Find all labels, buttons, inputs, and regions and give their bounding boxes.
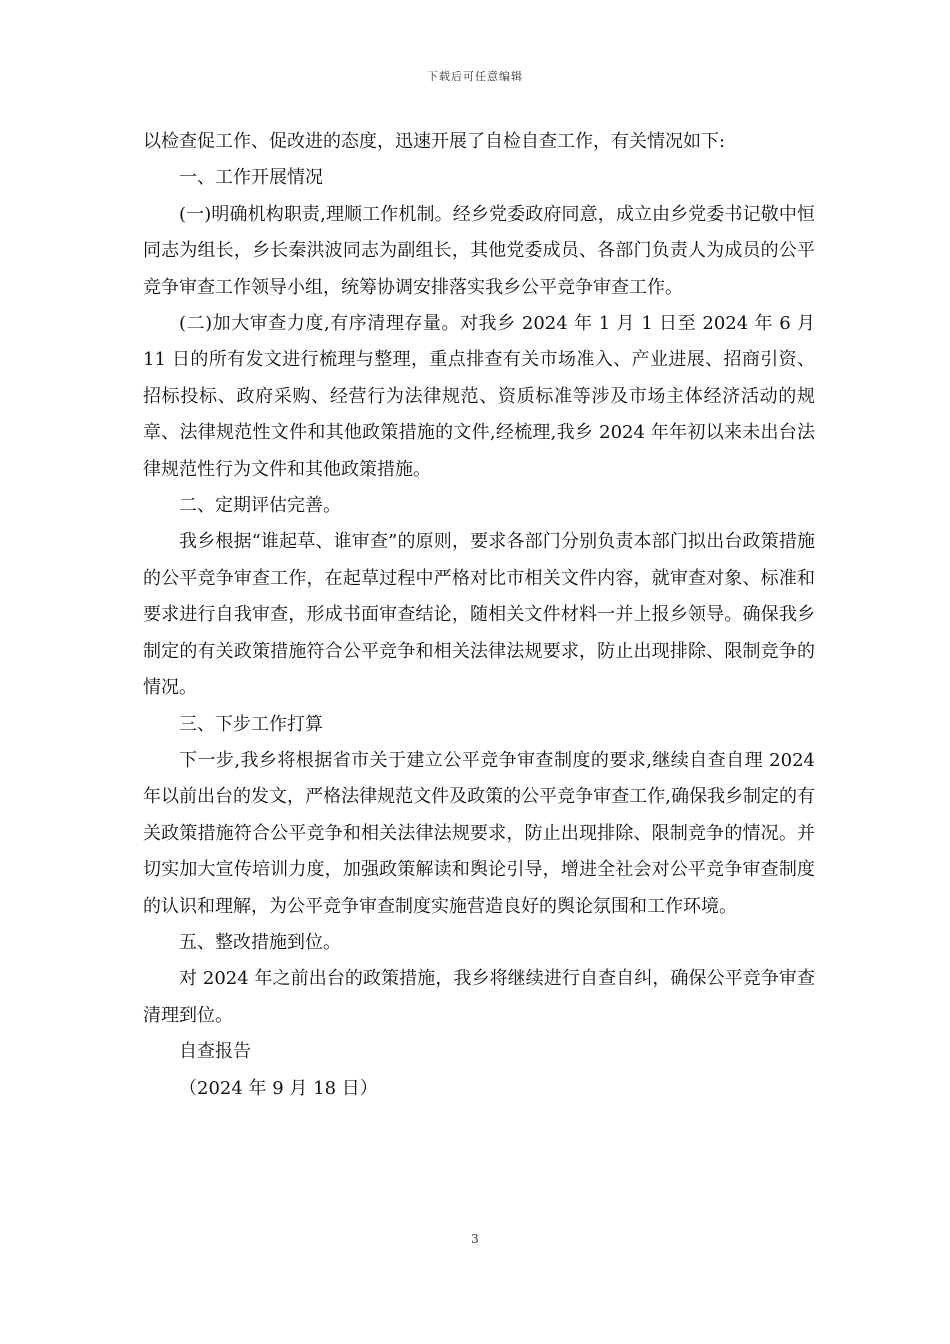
header-note: 下载后可任意编辑: [427, 70, 523, 83]
section-heading-next-steps: 三、下步工作打算: [179, 713, 323, 735]
paragraph-intro-continuation: 以检查促工作、促改进的态度，迅速开展了自检自查工作，有关情况如下:: [143, 131, 726, 152]
section-heading-evaluation: 二、定期评估完善。: [179, 495, 341, 517]
section-heading-work-status: 一、工作开展情况: [179, 167, 323, 189]
report-title: 自查报告: [179, 1041, 251, 1063]
report-date: （2024 年 9 月 18 日）: [179, 1077, 378, 1099]
document-body: [143, 124, 815, 1107]
paragraph-next-steps: 下一步,我乡将根据省市关于建立公平竞争审查制度的要求,继续自查自理 2024 年以前出台的发文，严格法律规范文件及政策的公平竞争审查工作,确保我乡制定的有关政策措施符合公平竞争和相关法律法规要求，防止出现排除、限制竞争的情况。并切实加大宣传培训力度，加强政策解读和舆论引导，增进全社会对公平竞争审查制度的认识和理解，为公平竞争审查制度实施营造良好的舆论氛围和工作环境。: [143, 749, 815, 917]
paragraph-rectification: 对 2024 年之前出台的政策措施，我乡将继续进行自查自纠，确保公平竞争审查清理到位。: [143, 968, 815, 1026]
paragraph-organization: (一)明确机构职责,理顺工作机制。经乡党委政府同意，成立由乡党委书记敬中恒同志为组长，乡长秦洪波同志为副组长，其他党委成员、各部门负责人为成员的公平竞争审查工作领导小组，统筹协调安排落实我乡公平竞争审查工作。: [143, 203, 815, 298]
paragraph-evaluation: 我乡根据“谁起草、谁审查”的原则，要求各部门分别负责本部门拟出台政策措施的公平竞争审查工作，在起草过程中严格对比市相关文件内容，就审查对象、标准和要求进行自我审查，形成书面审查结论，随相关文件材料一并上报乡领导。确保我乡制定的有关政策措施符合公平竞争和相关法律法规要求，防止出现排除、限制竞争的情况。: [143, 531, 815, 699]
page-number: 3: [471, 1232, 479, 1246]
paragraph-review-intensity: (二)加大审查力度,有序清理存量。对我乡 2024 年 1 月 1 日至 2024 年 6 月 11 日的所有发文进行梳理与整理，重点排查有关市场准入、产业进展、招商引资、招标投标、政府采购、经营行为法律规范、资质标准等涉及市场主体经济活动的规章、法律规范性文件和其他政策措施的文件,经梳理,我乡 2024 年年初以来未出台法律规范性行为文件和其他政策措施。: [143, 313, 815, 480]
section-heading-rectification: 五、整改措施到位。: [179, 931, 341, 953]
